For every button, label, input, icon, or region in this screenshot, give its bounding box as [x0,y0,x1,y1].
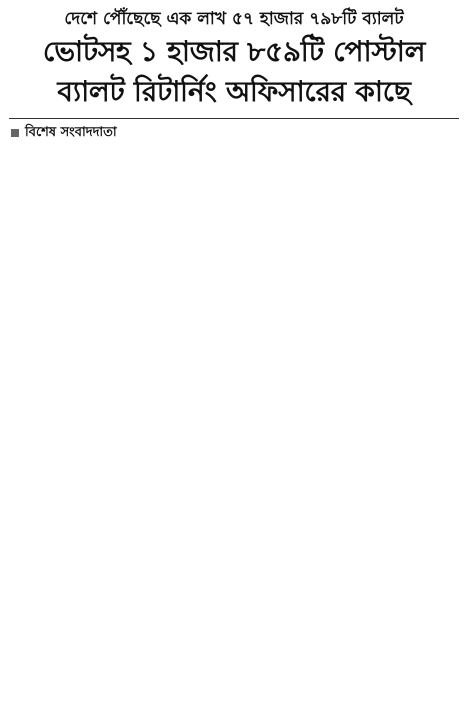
byline-text: বিশেষ সংবাদদাতা [25,125,117,140]
divider [9,118,459,119]
byline [9,124,459,142]
headline-line-2: ব্যালট রিটার্নিং অফিসারের কাছে [57,75,411,108]
headline-line-1: ভোটসহ ১ হাজার ৮৫৯টি পোস্টাল [42,35,426,68]
kicker: দেশে পৌঁছেছে এক লাখ ৫৭ হাজার ৭৯৮টি ব্যালট [64,9,404,29]
square-bullet-icon [11,129,19,137]
